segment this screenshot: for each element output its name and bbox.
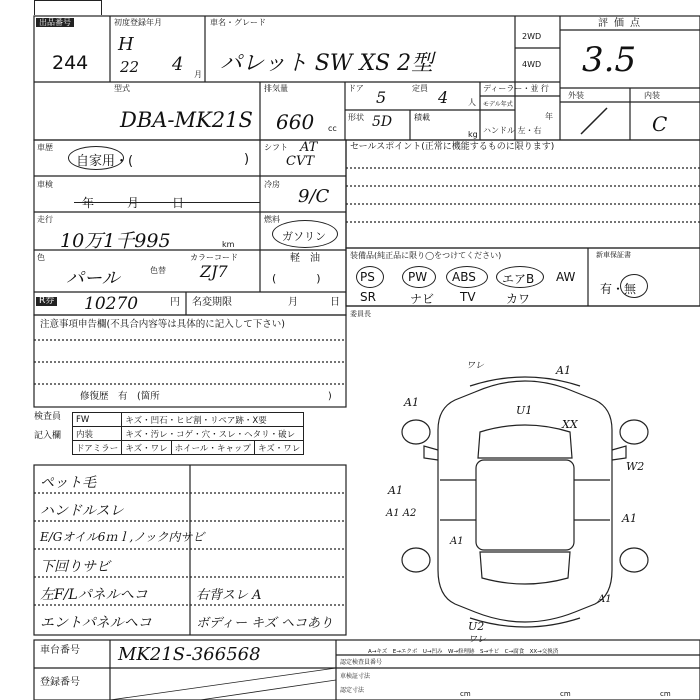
- model-code: DBA-MK21S: [120, 108, 253, 132]
- note-line-2: ハンドルスレ: [40, 503, 124, 519]
- chassis-value: MK21S-366568: [118, 644, 261, 665]
- equip-tv: TV: [460, 290, 476, 304]
- cc-unit: cc: [328, 124, 337, 133]
- cm-unit-3: cm: [660, 690, 671, 698]
- car-name: パレット SW XS 2型: [220, 51, 434, 76]
- equip-airbag: エアB: [502, 272, 535, 286]
- equip-sr: SR: [360, 290, 376, 304]
- bottom-small-3: 認定寸法: [340, 687, 365, 694]
- reg-year: 22: [120, 58, 140, 76]
- load-label: 積載: [414, 113, 430, 122]
- mark-right-mid: W2: [626, 460, 645, 473]
- color-change-label: 色替: [150, 266, 166, 275]
- reg-number-label: 登録番号: [40, 677, 80, 688]
- lot-label: 出品番号: [36, 18, 74, 27]
- check-interior-options: キズ・汚レ・コゲ・穴・スレ・ヘタリ・破レ: [122, 427, 304, 441]
- car-damage-diagram: [380, 360, 670, 645]
- mark-right-low: A1: [622, 512, 637, 525]
- note-line-6: エントパネルヘコ: [40, 615, 152, 631]
- warranty-circle: [620, 274, 648, 298]
- check-row-fw: [73, 413, 304, 427]
- equip-leather: カワ: [506, 292, 531, 306]
- km-unit: km: [222, 240, 235, 249]
- check-row-interior: [73, 427, 304, 441]
- load-unit: kg: [468, 130, 478, 139]
- equip-airbag-circle: [496, 266, 544, 288]
- ac-value: 9/C: [298, 186, 330, 207]
- note-line-1: ペット毛: [40, 475, 96, 491]
- fuel-circle: [272, 220, 338, 248]
- repair-close: ): [328, 391, 332, 402]
- mark-roof: U1: [516, 404, 533, 417]
- check-fw-options: キズ・凹石・ヒビ割・リペア跡・X要: [122, 413, 304, 427]
- cm-unit-2: cm: [560, 690, 571, 698]
- capacity: 4: [438, 88, 449, 107]
- doors: 5: [376, 88, 387, 107]
- mark-bottom-label: ワレ: [468, 635, 487, 645]
- displacement-label: 排気量: [264, 84, 288, 93]
- equip-aw: AW: [556, 270, 576, 284]
- diesel-parens: (): [272, 272, 361, 285]
- note-right-1: 右背スレ A: [196, 588, 262, 603]
- capacity-label: 定員: [412, 84, 428, 93]
- fuel-value: ガソリン: [282, 230, 326, 243]
- record-label: 記入欄: [34, 431, 62, 441]
- reg-month: 4: [172, 54, 184, 75]
- equipment-label: 装備品(純正品に限り◯をつけてください): [350, 251, 502, 260]
- model-label: 型式: [114, 84, 130, 93]
- mark-left-low: A1 A2: [386, 508, 417, 519]
- inspector-label: 検査員: [34, 412, 62, 422]
- exterior-label: 外装: [568, 91, 584, 100]
- body-value: 5D: [372, 114, 393, 130]
- inspection-label: 車検: [37, 180, 53, 189]
- mark-top-label: ワレ: [466, 361, 485, 371]
- color-code: ZJ7: [200, 262, 228, 281]
- check-fw-label: FW: [73, 413, 122, 427]
- recycle-label: R券: [36, 297, 57, 306]
- equip-ps: PS: [360, 270, 375, 284]
- mark-center: A1: [450, 536, 464, 547]
- usage-circle: [68, 146, 124, 170]
- equip-abs: ABS: [452, 270, 476, 284]
- interior-grade: C: [652, 112, 668, 136]
- shift-2: CVT: [286, 154, 315, 169]
- drive-4wd: 4WD: [522, 60, 542, 69]
- displacement: 660: [276, 110, 315, 134]
- equip-pw: PW: [408, 270, 428, 284]
- car-name-label: 車名・グレード: [210, 18, 266, 27]
- usage-close: ): [244, 152, 250, 167]
- note-line-4: 下回りサビ: [40, 559, 110, 575]
- equip-navi: ナビ: [410, 292, 435, 306]
- check-mirror-options: キズ・ワレ: [122, 441, 171, 455]
- mark-top: A1: [556, 364, 571, 377]
- check-table: [72, 412, 304, 455]
- chassis-label: 車台番号: [40, 645, 80, 656]
- equip-abs-circle: [446, 266, 488, 288]
- score-value: 3.5: [582, 40, 637, 80]
- expiry-month: 月: [288, 297, 298, 308]
- top-badge-frame: [34, 0, 102, 15]
- check-wheel-label: ホイール・キャップ: [171, 441, 254, 455]
- note-right-2: ボディー キズ ヘコあり: [196, 616, 333, 631]
- score-label: 評価点: [598, 18, 646, 29]
- body-label: 形状: [348, 113, 364, 122]
- note-line-3: E/Gオイル6ｍｌ,ノック内サビ: [40, 530, 205, 544]
- dealer-label: ディーラー・並 行: [483, 84, 549, 93]
- model-year-unit: 年: [545, 112, 553, 121]
- committee-label: 委員長: [350, 310, 371, 318]
- sales-point-label: セールスポイント(正常に機能するものに限ります): [350, 142, 555, 152]
- color-value: パール: [66, 268, 120, 289]
- model-year-label: モデル年式: [483, 101, 513, 108]
- recycle-value: 10270: [84, 294, 139, 314]
- mileage: 10万1千995: [60, 230, 171, 252]
- damage-legend: A→キズ E→エクボ U→凹み W→修理跡 S→サビ C→腐食 XX→交換済: [368, 649, 559, 655]
- recycle-yen: 円: [170, 297, 180, 308]
- fuel-label: 燃料: [264, 215, 280, 224]
- lot-number: 244: [52, 52, 89, 74]
- repair-label: 修復歴 有 (箇所: [80, 391, 160, 402]
- equip-pw-circle: [402, 266, 436, 288]
- mark-left-top: A1: [404, 396, 419, 409]
- drive-2wd: 2WD: [522, 32, 542, 41]
- mark-left-mid: A1: [388, 484, 403, 497]
- name-expiry-label: 名変期限: [192, 297, 232, 308]
- check-row-mirror: [73, 441, 304, 455]
- new-car-warranty-label: 新車保証書: [596, 251, 631, 259]
- diesel-label: 軽 油: [290, 253, 320, 264]
- check-interior-label: 内装: [73, 427, 122, 441]
- cm-unit-1: cm: [460, 690, 471, 698]
- inspection-date: 年 月 日: [82, 196, 188, 210]
- shift-1: AT: [300, 140, 318, 155]
- check-wheel-options: キズ・ワレ: [254, 441, 303, 455]
- check-mirror-label: ドアミラー: [73, 441, 122, 455]
- ac-label: 冷房: [264, 180, 280, 189]
- capacity-unit: 人: [468, 98, 476, 107]
- usage-value: 自家用・(: [76, 154, 134, 169]
- reg-month-unit: 月: [194, 70, 202, 79]
- reg-era: H: [118, 34, 134, 55]
- handle-label: ハンドル 左・右: [483, 126, 542, 135]
- mark-bottom: U2: [468, 620, 485, 633]
- exterior-grade-slash: [575, 104, 615, 138]
- mileage-label: 走行: [37, 215, 53, 224]
- reg-date-label: 初度登録年月: [114, 18, 162, 27]
- bottom-small-1: 認定検査員番号: [340, 659, 383, 666]
- color-label: 色: [37, 253, 45, 262]
- usage-label: 車歴: [37, 143, 53, 152]
- equip-ps-circle: [356, 266, 384, 288]
- shift-label: シフト: [264, 143, 288, 152]
- bottom-small-2: 車検証寸法: [340, 673, 371, 680]
- doors-label: ドア: [348, 84, 364, 93]
- warranty-value: 有・無: [600, 282, 637, 296]
- expiry-day: 日: [330, 297, 340, 308]
- mark-rear-right: A1: [598, 594, 612, 605]
- mark-right-top: XX: [562, 418, 578, 431]
- note-line-5: 左F/Lパネルへコ: [40, 587, 148, 603]
- notes-label: 注意事項申告欄(不具合内容等は具体的に記入して下さい): [40, 319, 285, 330]
- interior-label: 内装: [644, 91, 660, 100]
- inspection-strike: [74, 202, 260, 203]
- color-code-label: カラーコード: [190, 253, 238, 262]
